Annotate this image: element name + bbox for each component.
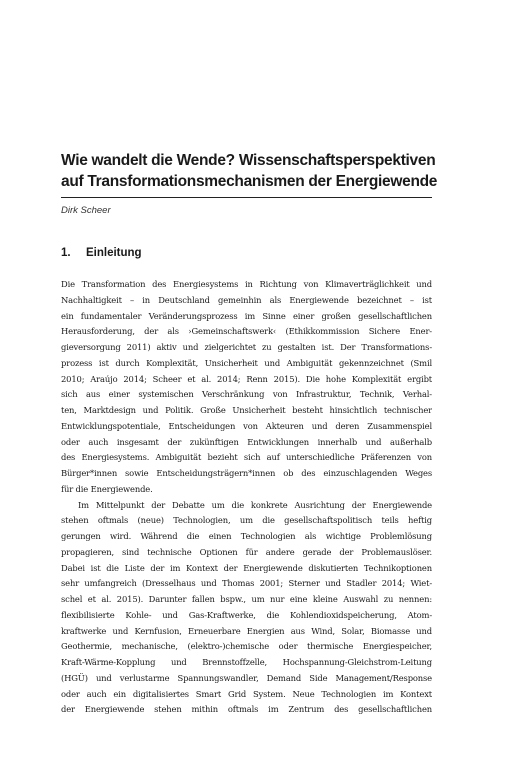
text-line: sehr umfangreich (Dresselhaus und Thomas 2001; Sterner und Stadler 2014; Wiet- [61,578,432,589]
text-line: propagieren, sind technische Optionen für andere gerade der Problemauslöser. [61,546,432,557]
text-line: flexibilisierte Kohle- und Gas-Kraftwerke, die Kohlendioxidspeicherung, Atom- [61,609,432,620]
author-name: Dirk Scheer [61,205,111,216]
text-line: oder auch ein digitalisiertes Smart Grid System. Neue Technologien im Kontext [61,688,432,699]
text-line: Im Mittelpunkt der Debatte um die konkrete Ausrichtung der Energiewende [78,499,432,510]
text-line: Entwicklungspotentiale, Entscheidungen von Akteuren und deren Zusammenspiel [61,420,432,431]
title-divider [61,197,432,198]
text-line: ein fundamentaler Veränderungsprozess im Sinne einer großen gesellschaftlichen [61,310,432,321]
text-line: 2010; Araújo 2014; Scheer et al. 2014; Renn 2015). Die hohe Komplexität ergibt [61,373,432,384]
section-number: 1. [61,247,71,259]
text-line: Herausforderung, der als ›Gemeinschaftswerk‹ (Ethikkommission Sichere Ener- [61,326,432,337]
text-line: Kraft-Wärme-Kopplung und Brennstoffzelle, Hochspannung-Gleichstrom-Leitung [61,657,432,667]
text-line: (HGÜ) und verlustarme Spannungswandler, Demand Side Management/Response [61,672,432,683]
text-line: Nachhaltigkeit – in Deutschland gemeinhin als Energiewende bezeichnet – ist [61,294,432,305]
text-line: Geothermie, mechanische, (elektro-)chemische oder thermische Energiespeicher, [61,641,432,652]
text-line: Dabei ist die Liste der im Kontext der Energiewende diskutierten Technikoptionen [61,562,432,573]
text-line: ten, Marktdesign und Politik. Große Unsicherheit besteht hinsichtlich technischer [61,405,432,415]
body-text [61,277,432,718]
title-line: Wie wandelt die Wende? Wissenschaftsperspektiven [61,152,436,169]
text-line: Bürger*innen sowie Entscheidungsträgern*innen ob des einzuschlagenden Weges [61,468,432,478]
text-line: kraftwerke und Kernfusion, Erneuerbare Energien aus Wind, Solar, Biomasse und [61,625,432,636]
section-title: Einleitung [86,247,142,259]
text-line: sich aus einer systemischen Verschränkung von Infrastruktur, Technik, Verhal- [61,389,432,400]
text-line: oder auch insgesamt der zukünftigen Entwicklungen innerhalb und außerhalb [61,436,432,447]
text-line: schel et al. 2015). Darunter fallen bspw., um nur eine kleine Auswahl zu nennen: [61,594,432,604]
text-line: des Energiesystems. Ambiguität bezieht sich auf unterschiedliche Präferenzen von [61,452,432,463]
title-line: auf Transformationsmechanismen der Energiewende [61,173,438,190]
text-line: stehen oftmals (neue) Technologien, um die gesellschaftspolitisch teils heftig [61,515,432,526]
text-line: der Energiewende stehen mithin oftmals im Zentrum des gesellschaftlichen [61,704,432,715]
text-line: für die Energiewende. [61,483,153,494]
text-line: gieversorgung 2011) aktiv und zielgerichtet zu gestalten ist. Der Transformations- [61,342,432,352]
text-line: prozess ist durch Komplexität, Unsicherheit und Ambiguität gekennzeichnet (Smil [61,357,432,368]
text-line: gerungen wird. Während die einen Technologien als wichtige Problemlösung [61,531,432,541]
text-line: Die Transformation des Energiesystems in Richtung von Klimaverträglichkeit und [61,279,432,289]
article-title [61,150,438,192]
section-heading [61,246,142,260]
